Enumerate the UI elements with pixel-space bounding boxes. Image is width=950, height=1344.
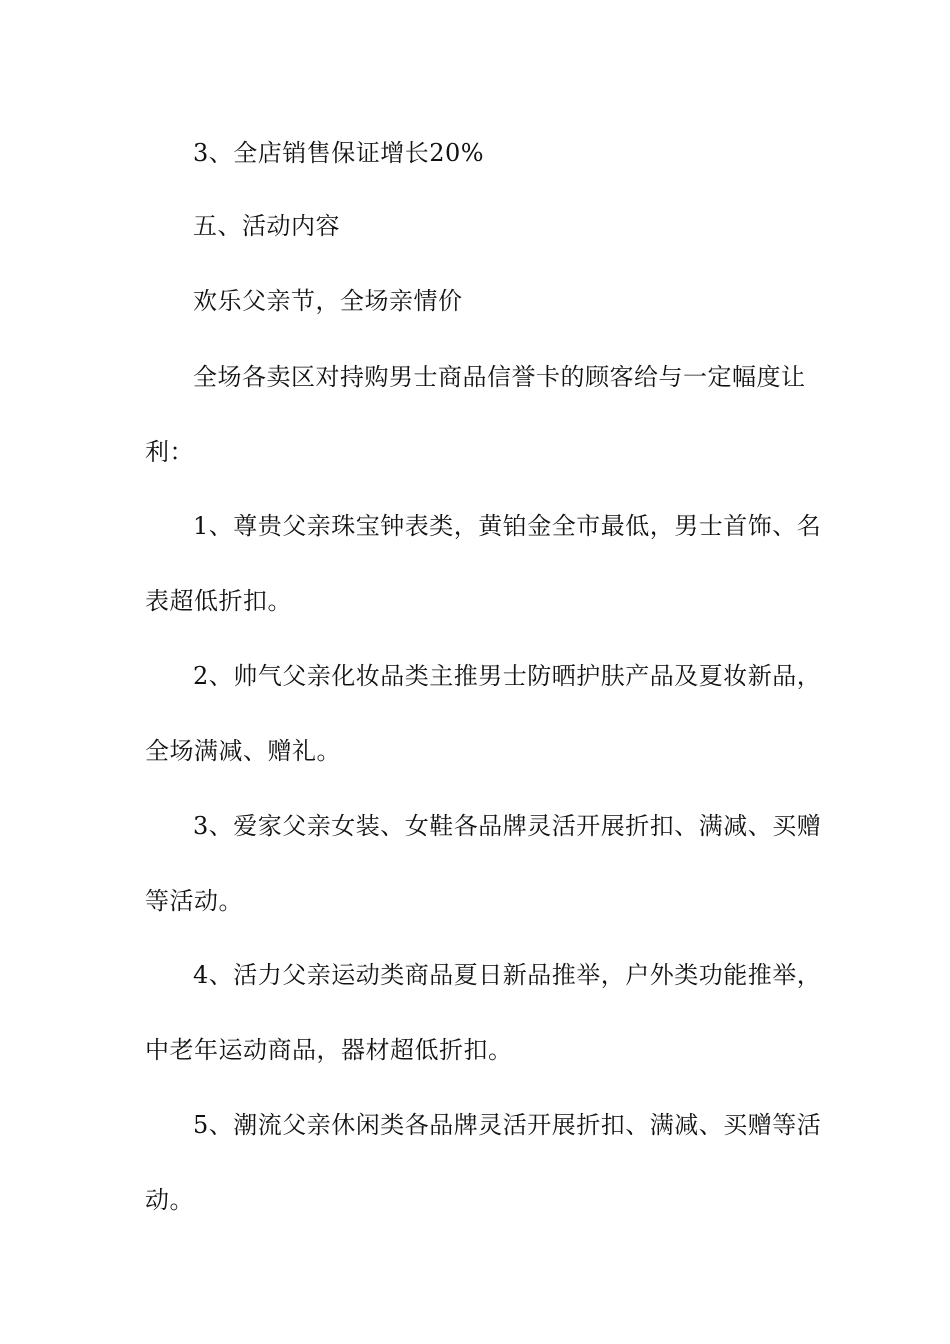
list-item-4-line: 4、活力父亲运动类商品夏日新品推举，户外类功能推举， [193,961,822,989]
list-item-4-line: 中老年运动商品，器材超低折扣。 [145,1036,513,1064]
paragraph-line: 利： [145,438,194,466]
paragraph-line: 全场各卖区对持购男士商品信誉卡的顾客给与一定幅度让 [193,363,806,391]
activity-theme: 欢乐父亲节，全场亲情价 [193,287,463,315]
list-item-2-line: 2、帅气父亲化妆品类主推男士防晒护肤产品及夏妆新品， [193,662,822,690]
list-item-3-line: 等活动。 [145,887,243,915]
list-item-5-line: 5、潮流父亲休闲类各品牌灵活开展折扣、满减、买赠等活 [193,1111,822,1139]
list-item-3-line: 3、爱家父亲女装、女鞋各品牌灵活开展折扣、满减、买赠 [193,812,822,840]
list-item-5-line: 动。 [145,1186,194,1214]
list-item-1-line: 1、尊贵父亲珠宝钟表类，黄铂金全市最低，男士首饰、名 [193,512,822,540]
section-heading-activity-content: 五、活动内容 [193,212,340,240]
goal-item-3: 3、全店销售保证增长20% [193,139,485,167]
list-item-2-line: 全场满减、赠礼。 [145,737,341,765]
list-item-1-line: 表超低折扣。 [145,587,292,615]
